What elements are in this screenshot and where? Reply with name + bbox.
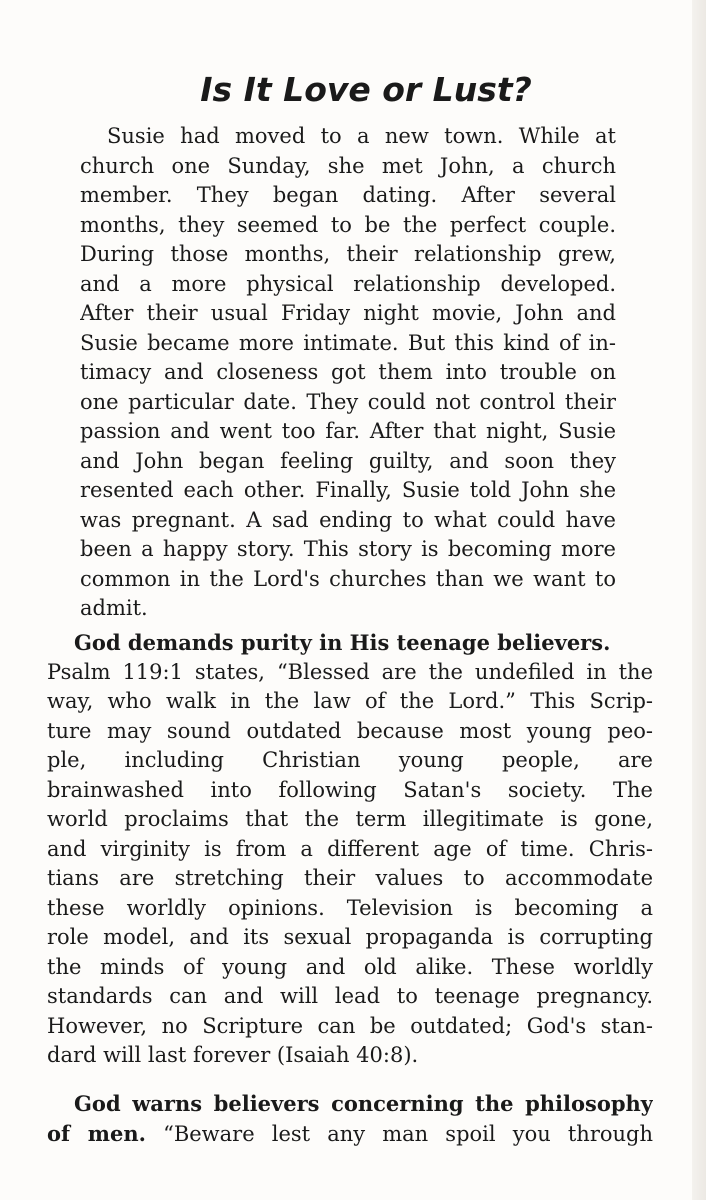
text-line: During those months, their relationship grew, bbox=[80, 242, 616, 266]
text-line: these worldly opinions. Television is becoming a bbox=[47, 895, 653, 920]
text-line: role model, and its sexual propaganda is corrupting bbox=[47, 925, 653, 949]
text-line: church one Sunday, she met John, a church bbox=[80, 153, 616, 178]
paragraph-heading-end: of men. bbox=[47, 1120, 146, 1146]
text-line: Psalm 119:1 states, “Blessed are the undefiled in the bbox=[47, 659, 653, 684]
text-line: the minds of young and old alike. These worldly bbox=[47, 954, 653, 979]
text-line: world proclaims that the term illegitimate is gone, bbox=[47, 807, 653, 831]
text-line: been a happy story. This story is becoming more bbox=[80, 537, 616, 561]
purity-paragraph bbox=[47, 628, 653, 1071]
text-line: Susie became more intimate. But this kind of in- bbox=[80, 330, 616, 355]
text-line bbox=[47, 1119, 653, 1149]
text-line: tians are stretching their values to accommodate bbox=[47, 866, 653, 890]
text-line: After their usual Friday night movie, John and bbox=[80, 301, 616, 325]
text-line: member. They began dating. After several bbox=[80, 183, 616, 207]
text-line: dard will last forever (Isaiah 40:8). bbox=[47, 1043, 419, 1067]
text-line: brainwashed into following Satan's society. The bbox=[47, 777, 653, 802]
text-line: passion and went too far. After that night, Susie bbox=[80, 419, 616, 443]
page-title: Is It Love or Lust? bbox=[200, 70, 532, 109]
text-line: resented each other. Finally, Susie told John she bbox=[80, 478, 616, 502]
text-line: one particular date. They could not control their bbox=[80, 389, 616, 414]
story-paragraph bbox=[80, 122, 616, 624]
text-line: way, who walk in the law of the Lord.” This Scrip- bbox=[47, 689, 653, 713]
text-line: admit. bbox=[80, 596, 148, 620]
text-line: common in the Lord's churches than we want to bbox=[80, 566, 616, 591]
text-line: However, no Scripture can be outdated; God's stan- bbox=[47, 1013, 653, 1038]
philosophy-paragraph bbox=[47, 1089, 653, 1148]
text-line-rest: “Beware lest any man spoil you through bbox=[163, 1121, 653, 1146]
text-line: months, they seemed to be the perfect couple. bbox=[80, 212, 616, 237]
text-line: ple, including Christian young people, are bbox=[47, 748, 653, 772]
text-line: was pregnant. A sad ending to what could have bbox=[80, 507, 616, 532]
page-edge bbox=[692, 0, 706, 1200]
text-line: and a more physical relationship developed. bbox=[80, 271, 616, 296]
text-line: ture may sound outdated because most young peo- bbox=[47, 718, 653, 743]
text-line: timacy and closeness got them into trouble on bbox=[80, 360, 616, 384]
text-line: and John began feeling guilty, and soon they bbox=[80, 448, 616, 473]
paragraph-heading: God demands purity in His teenage believers. bbox=[74, 630, 611, 655]
text-line: Susie had moved to a new town. While at bbox=[107, 124, 616, 148]
paragraph-heading: God warns believers concerning the philosophy bbox=[74, 1091, 653, 1116]
text-line: and virginity is from a different age of time. Chris- bbox=[47, 836, 653, 861]
text-line: standards can and will lead to teenage pregnancy. bbox=[47, 984, 653, 1008]
